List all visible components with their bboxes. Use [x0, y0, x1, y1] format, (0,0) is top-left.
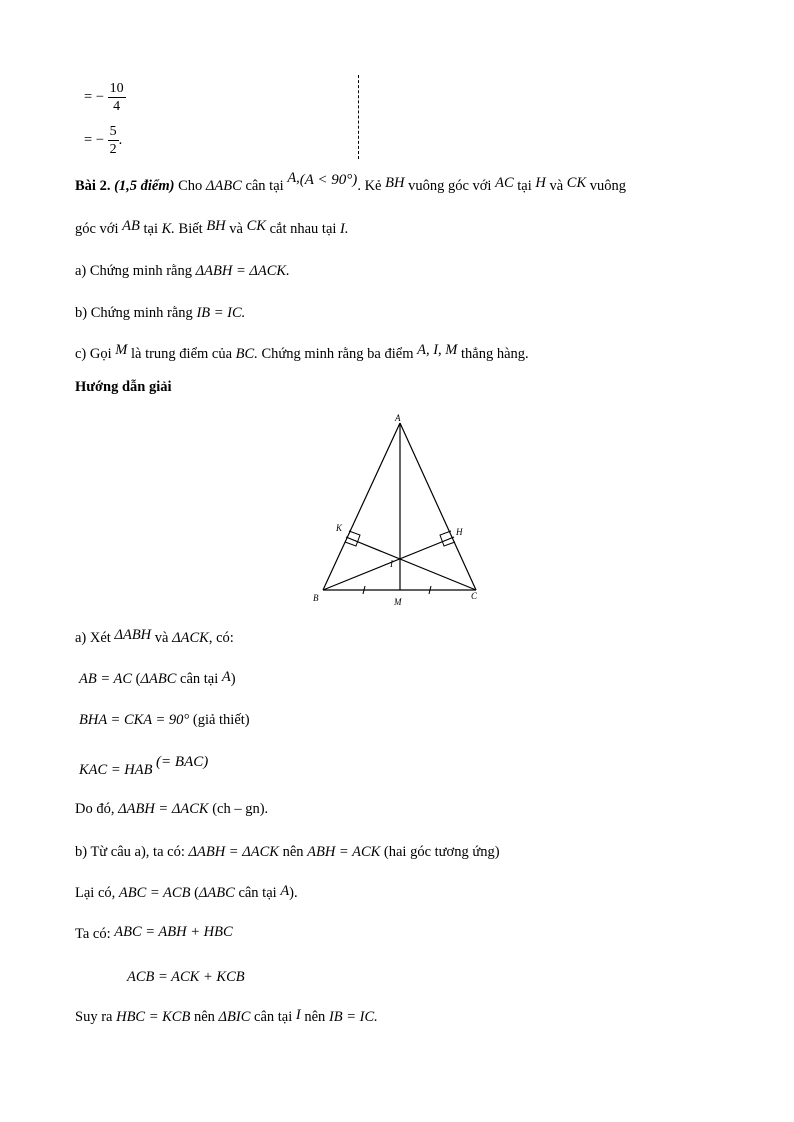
text: Ta có: — [75, 926, 111, 942]
text: tại — [517, 178, 532, 194]
text: . Kẻ — [357, 178, 382, 194]
text: cân tại — [238, 885, 277, 901]
math-angle-abh-eq-ack: ABH = ACK — [307, 844, 381, 860]
math-ab-eq-ac: AB = AC — [79, 671, 133, 687]
text: cân tại — [254, 1009, 293, 1025]
math-ck: CK — [566, 175, 587, 191]
prev-row-1 — [84, 80, 126, 115]
math-abh-eq-ack: ΔABH = ΔACK. — [195, 263, 290, 279]
math-eq-bac: (= BAC) — [156, 754, 209, 770]
text: tại — [143, 221, 158, 237]
text: nên — [304, 1009, 326, 1025]
text: a) Xét — [75, 630, 111, 646]
triangle-figure — [305, 410, 505, 610]
label-b: B — [313, 593, 319, 603]
label-m: M — [394, 597, 402, 607]
solution-b-line-1 — [75, 844, 500, 861]
fraction-numerator: 10 — [109, 81, 124, 96]
prev-row2-dot: . — [118, 131, 123, 148]
text: ) — [230, 671, 236, 687]
text: c) Gọi — [75, 346, 112, 362]
text: cân tại — [245, 178, 284, 194]
math-vertex-a: A — [221, 669, 231, 685]
label-h: H — [456, 527, 463, 537]
prev-row2-eq: = − — [84, 131, 104, 148]
math-ac: AC — [495, 175, 514, 191]
column-divider — [358, 75, 359, 159]
math-bh: BH — [206, 218, 226, 234]
segment-ck — [346, 537, 476, 590]
label-i: I — [390, 559, 393, 569]
segment-ab — [323, 423, 400, 590]
math-ib-eq-ic: IB = IC. — [196, 305, 246, 321]
math-k: K. — [161, 221, 175, 237]
prev-row-2 — [84, 123, 122, 158]
solution-b-conclusion — [75, 1009, 378, 1026]
segment-ac — [400, 423, 476, 590]
solution-a-line-2 — [79, 712, 250, 729]
solution-b-line-2 — [75, 885, 298, 902]
fraction-denominator: 4 — [113, 99, 121, 114]
math-bh: BH — [385, 175, 405, 191]
math-triangle-bic: ΔBIC — [218, 1009, 251, 1025]
math-ck: CK — [246, 218, 266, 234]
solution-a-line-1 — [79, 671, 236, 688]
label-a: A — [395, 413, 401, 423]
text: ( — [194, 885, 199, 901]
math-vertex-i: I — [295, 1007, 301, 1023]
text: , có: — [208, 630, 234, 646]
math-ab: AB — [122, 218, 140, 234]
math-points-aim: A, I, M — [417, 342, 458, 358]
math-abc-eq-acb: ABC = ACB — [118, 885, 191, 901]
math-bc: BC. — [235, 346, 258, 362]
text: (hai góc tương ứng) — [383, 844, 500, 860]
text: Cho — [178, 178, 203, 194]
problem-points: (1,5 điểm) — [114, 178, 175, 194]
text: b) Từ câu a), ta có: — [75, 844, 185, 860]
text: Suy ra — [75, 1009, 113, 1025]
solution-a-intro — [75, 627, 234, 647]
math-abc-sum: ABC = ABH + HBC — [114, 924, 233, 940]
text: (ch – gn). — [212, 801, 269, 817]
solution-b-line-3 — [75, 926, 233, 943]
math-triangle-abc: ΔABC — [205, 178, 242, 194]
problem-line-1 — [75, 170, 627, 195]
question-c — [75, 342, 529, 363]
math-m: M — [115, 342, 128, 358]
text: cắt nhau tại — [269, 221, 337, 237]
text: và — [154, 630, 169, 646]
text: ( — [135, 671, 141, 687]
math-ib-eq-ic: IB = IC. — [328, 1009, 378, 1025]
math-abh-eq-ack: ΔABH = ΔACK — [118, 801, 209, 817]
math-hbc-eq-kcb: HBC = KCB — [116, 1009, 191, 1025]
math-vertex-a: A, — [287, 170, 300, 186]
problem-title: Bài 2. — [75, 178, 111, 194]
label-c: C — [471, 591, 478, 601]
fraction-5-2 — [108, 123, 119, 158]
text: vuông — [589, 178, 627, 194]
math-triangle-ack: ΔACK — [172, 630, 209, 646]
fraction-numerator: 5 — [109, 124, 117, 139]
math-h: H — [535, 175, 546, 191]
text: nên — [193, 1009, 215, 1025]
text: b) Chứng minh rằng — [75, 305, 193, 321]
text: nên — [282, 844, 304, 860]
text: là trung điểm của — [130, 346, 233, 362]
solution-b-line-4 — [127, 969, 245, 986]
fraction-10-4 — [108, 80, 126, 115]
question-a — [75, 263, 290, 280]
math-i: I. — [340, 221, 349, 237]
math-abh-eq-ack: ΔABH = ΔACK — [188, 844, 279, 860]
math-vertex-a: A — [280, 883, 290, 899]
solution-a-conclusion — [75, 801, 268, 818]
text: (giả thiết) — [192, 712, 250, 728]
text: thẳng hàng. — [461, 346, 529, 362]
math-angle-condition: (A < 90°) — [299, 172, 358, 188]
text: Do đó, — [75, 801, 115, 817]
segment-bh — [323, 537, 454, 590]
text: và — [549, 178, 564, 194]
prev-row1-eq: = − — [84, 88, 104, 105]
text: Biết — [178, 221, 203, 237]
solution-a-line-3 — [79, 754, 209, 779]
question-b — [75, 305, 245, 322]
math-kac-eq-hab: KAC = HAB — [79, 762, 153, 778]
text: và — [229, 221, 243, 237]
problem-line-2 — [75, 218, 349, 238]
text: cân tại — [180, 671, 219, 687]
text: ). — [289, 885, 298, 901]
math-triangle-abh: ΔABH — [114, 627, 152, 643]
text: a) Chứng minh rằng — [75, 263, 192, 279]
guide-title: Hướng dẫn giải — [75, 379, 172, 395]
math-acb-sum: ACB = ACK + KCB — [127, 969, 245, 985]
math-angles-90: BHA = CKA = 90° — [79, 712, 190, 728]
fraction-denominator: 2 — [109, 142, 117, 157]
math-triangle-abc: ΔABC — [198, 885, 235, 901]
text: Lại có, — [75, 885, 116, 901]
text: vuông góc với — [408, 178, 492, 194]
text: góc với — [75, 221, 119, 237]
label-k: K — [336, 523, 343, 533]
text: Chứng minh rằng ba điểm — [261, 346, 414, 362]
math-triangle-abc: ΔABC — [140, 671, 177, 687]
